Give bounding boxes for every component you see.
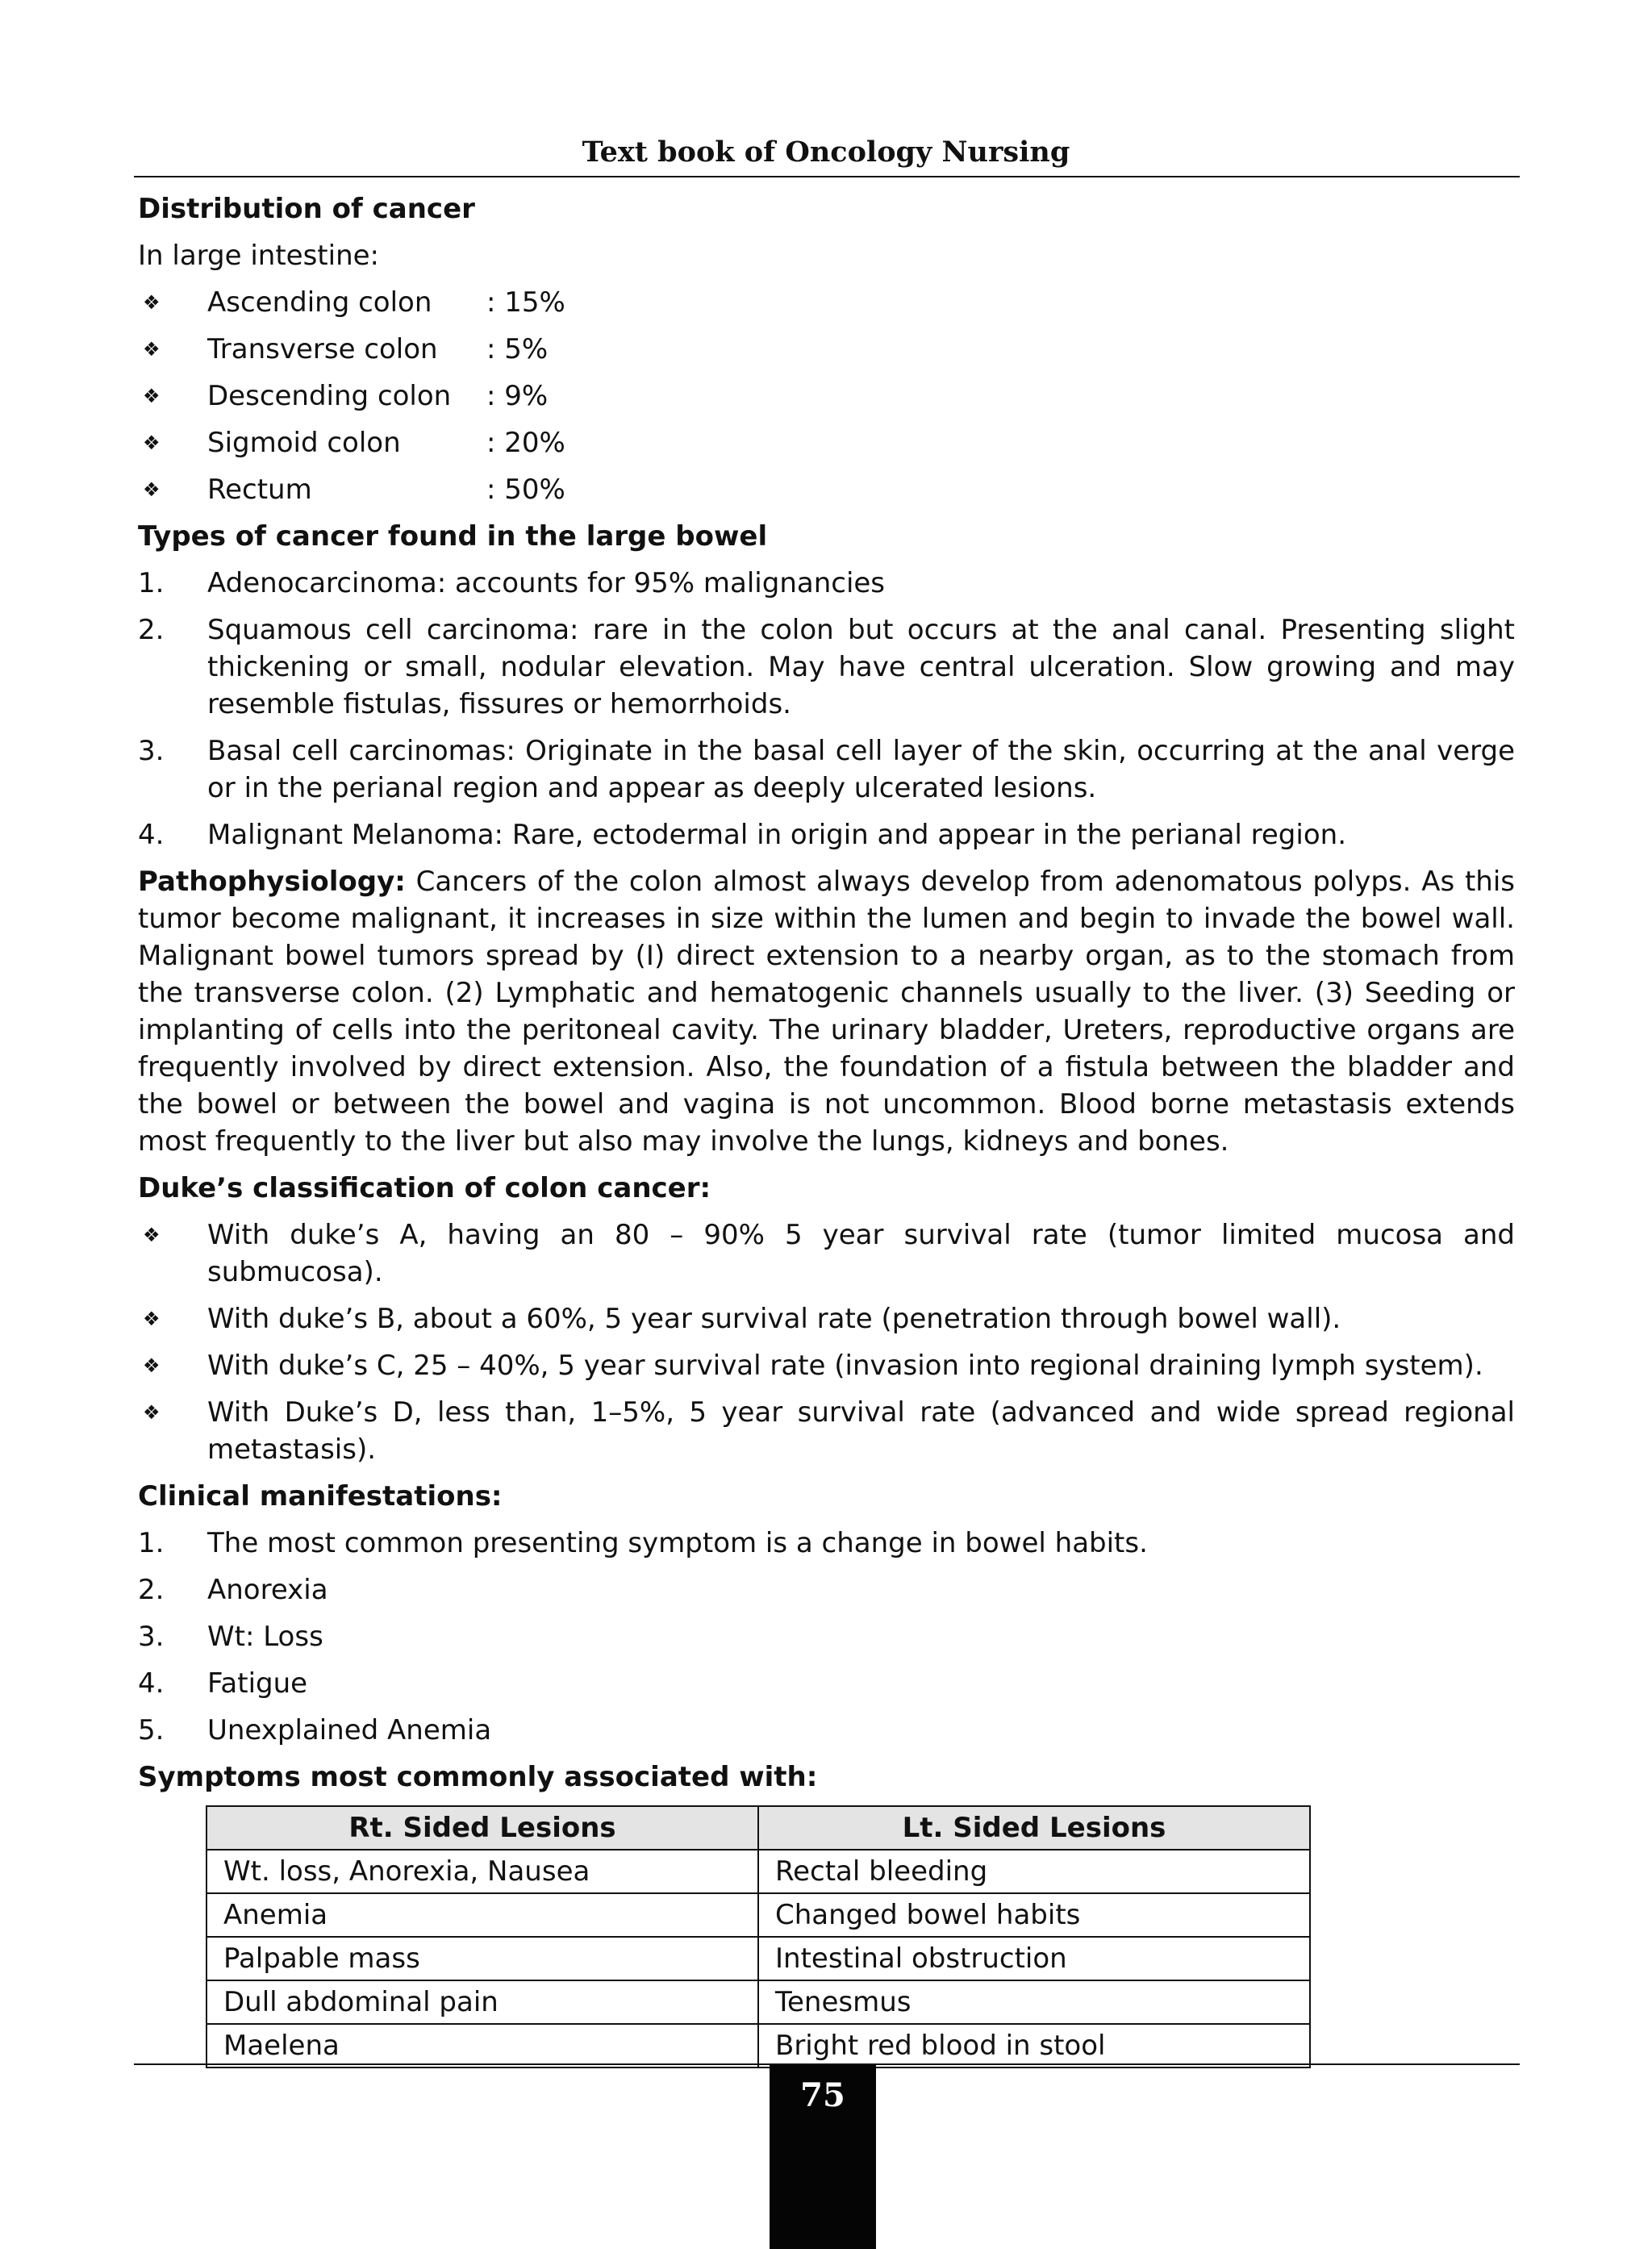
list-number: 5. — [138, 1714, 165, 1746]
distribution-value: : 15% — [486, 286, 565, 319]
list-number: 2. — [138, 1574, 165, 1606]
dukes-item — [138, 1300, 1515, 1337]
clinical-item — [138, 1618, 1515, 1655]
page-body — [138, 190, 1515, 2068]
list-text: With duke’s A, having an 80 – 90% 5 year survival rate (tumor limited mucosa and submucosa). — [207, 1219, 1515, 1288]
types-item — [138, 732, 1515, 807]
dukes-item — [138, 1347, 1515, 1384]
distribution-heading: Distribution of cancer — [138, 193, 475, 225]
list-text: Adenocarcinoma: accounts for 95% malignancies — [207, 567, 886, 599]
list-text: Anorexia — [207, 1574, 328, 1606]
distribution-label: Descending colon — [207, 380, 452, 412]
page-number: 75 — [800, 2076, 845, 2114]
types-item — [138, 816, 1515, 853]
list-text: Wt: Loss — [207, 1621, 323, 1653]
list-text: Squamous cell carcinoma: rare in the colon but occurs at the anal canal. Presenting slight thickening or small, nodular elevation. May have central ulceration. Slow growing and may resemble fistulas, fissures or hemorrhoids. — [207, 614, 1515, 720]
distribution-intro: In large intestine: — [138, 240, 380, 272]
table-cell: Maelena — [206, 2024, 758, 2067]
list-text: Malignant Melanoma: Rare, ectodermal in origin and appear in the perianal region. — [207, 819, 1346, 851]
distribution-item — [138, 284, 1515, 321]
diamond-bullet-icon: ❖ — [143, 385, 161, 407]
distribution-value: : 50% — [486, 474, 565, 506]
list-text: With duke’s C, 25 – 40%, 5 year survival rate (invasion into regional draining lymph system). — [207, 1350, 1483, 1382]
table-row — [206, 1893, 1310, 1937]
table-row — [206, 1980, 1310, 2024]
distribution-value: : 20% — [486, 427, 565, 459]
diamond-bullet-icon: ❖ — [143, 1308, 161, 1330]
distribution-label: Sigmoid colon — [207, 427, 401, 459]
list-number: 4. — [138, 1667, 165, 1700]
column-header: Lt. Sided Lesions — [758, 1806, 1310, 1850]
table-row — [206, 1850, 1310, 1893]
list-number: 1. — [138, 567, 165, 599]
table-cell: Wt. loss, Anorexia, Nausea — [206, 1850, 758, 1893]
clinical-item — [138, 1525, 1515, 1562]
distribution-item — [138, 378, 1515, 415]
symptoms-heading: Symptoms most commonly associated with: — [138, 1761, 818, 1793]
clinical-heading: Clinical manifestations: — [138, 1480, 503, 1513]
list-text: Unexplained Anemia — [207, 1714, 492, 1746]
clinical-item — [138, 1571, 1515, 1609]
distribution-label: Rectum — [207, 474, 312, 506]
list-number: 2. — [138, 614, 165, 646]
diamond-bullet-icon: ❖ — [143, 432, 161, 454]
diamond-bullet-icon: ❖ — [143, 1224, 161, 1246]
list-text: Basal cell carcinomas: Originate in the basal cell layer of the skin, occurring at the anal verge or in the perianal region and appear as deeply ulcerated lesions. — [207, 735, 1515, 804]
table-cell: Dull abdominal pain — [206, 1980, 758, 2024]
pathophysiology-text: Cancers of the colon almost always develop from adenomatous polyps. As this tumor become malignant, it increases in size within the lumen and begin to invade the bowel wall. Malignant bowel tumors spread by (I) direct extension to a nearby organ, as to the stomach from the transverse colon. (2) Lymphatic and hematogenic channels usually to the liver. (3) Seeding or implanting of cells into the peritoneal cavity. The urinary bladder, Ureters, reproductive organs are frequently involved by direct extension. Also, the foundation of a fistula between the bladder and the bowel or between the bowel and vagina is not uncommon. Blood borne metastasis extends most frequently to the liver but also may involve the lungs, kidneys and bones. — [138, 866, 1515, 1158]
diamond-bullet-icon: ❖ — [143, 1354, 161, 1377]
distribution-value: : 5% — [486, 333, 549, 365]
distribution-label: Transverse colon — [207, 333, 438, 365]
list-number: 3. — [138, 735, 165, 767]
table-cell: Tenesmus — [758, 1980, 1310, 2024]
types-item — [138, 565, 1515, 602]
table-cell: Bright red blood in stool — [758, 2024, 1310, 2067]
table-cell: Palpable mass — [206, 1937, 758, 1980]
list-text: With duke’s B, about a 60%, 5 year survival rate (penetration through bowel wall). — [207, 1303, 1341, 1335]
running-header: Text book of Oncology Nursing — [582, 136, 1070, 169]
list-text: The most common presenting symptom is a change in bowel habits. — [207, 1527, 1148, 1559]
pathophysiology-label: Pathophysiology: — [138, 866, 406, 898]
diamond-bullet-icon: ❖ — [143, 1401, 161, 1424]
table-cell: Intestinal obstruction — [758, 1937, 1310, 1980]
table-cell: Rectal bleeding — [758, 1850, 1310, 1893]
list-number: 1. — [138, 1527, 165, 1559]
diamond-bullet-icon: ❖ — [143, 478, 161, 501]
diamond-bullet-icon: ❖ — [143, 338, 161, 361]
symptoms-table — [206, 1805, 1311, 2068]
table-header-row — [206, 1806, 1310, 1850]
distribution-item — [138, 424, 1515, 461]
list-number: 3. — [138, 1621, 165, 1653]
pathophysiology-paragraph — [138, 863, 1515, 1160]
clinical-item — [138, 1665, 1515, 1702]
list-text: Fatigue — [207, 1667, 308, 1700]
dukes-heading: Duke’s classification of colon cancer: — [138, 1172, 711, 1204]
column-header: Rt. Sided Lesions — [206, 1806, 758, 1850]
clinical-item — [138, 1712, 1515, 1749]
distribution-item — [138, 471, 1515, 508]
distribution-label: Ascending colon — [207, 286, 432, 319]
dukes-item — [138, 1394, 1515, 1468]
distribution-value: : 9% — [486, 380, 549, 412]
list-number: 4. — [138, 819, 165, 851]
table-row — [206, 2024, 1310, 2067]
header-divider — [134, 176, 1520, 177]
page-number-box — [770, 2065, 876, 2249]
dukes-item — [138, 1216, 1515, 1291]
diamond-bullet-icon: ❖ — [143, 291, 161, 314]
distribution-item — [138, 331, 1515, 368]
list-text: With Duke’s D, less than, 1–5%, 5 year survival rate (advanced and wide spread regional metastasis). — [207, 1396, 1515, 1466]
types-heading: Types of cancer found in the large bowel — [138, 520, 768, 553]
table-cell: Changed bowel habits — [758, 1893, 1310, 1937]
types-item — [138, 611, 1515, 723]
table-cell: Anemia — [206, 1893, 758, 1937]
table-row — [206, 1937, 1310, 1980]
